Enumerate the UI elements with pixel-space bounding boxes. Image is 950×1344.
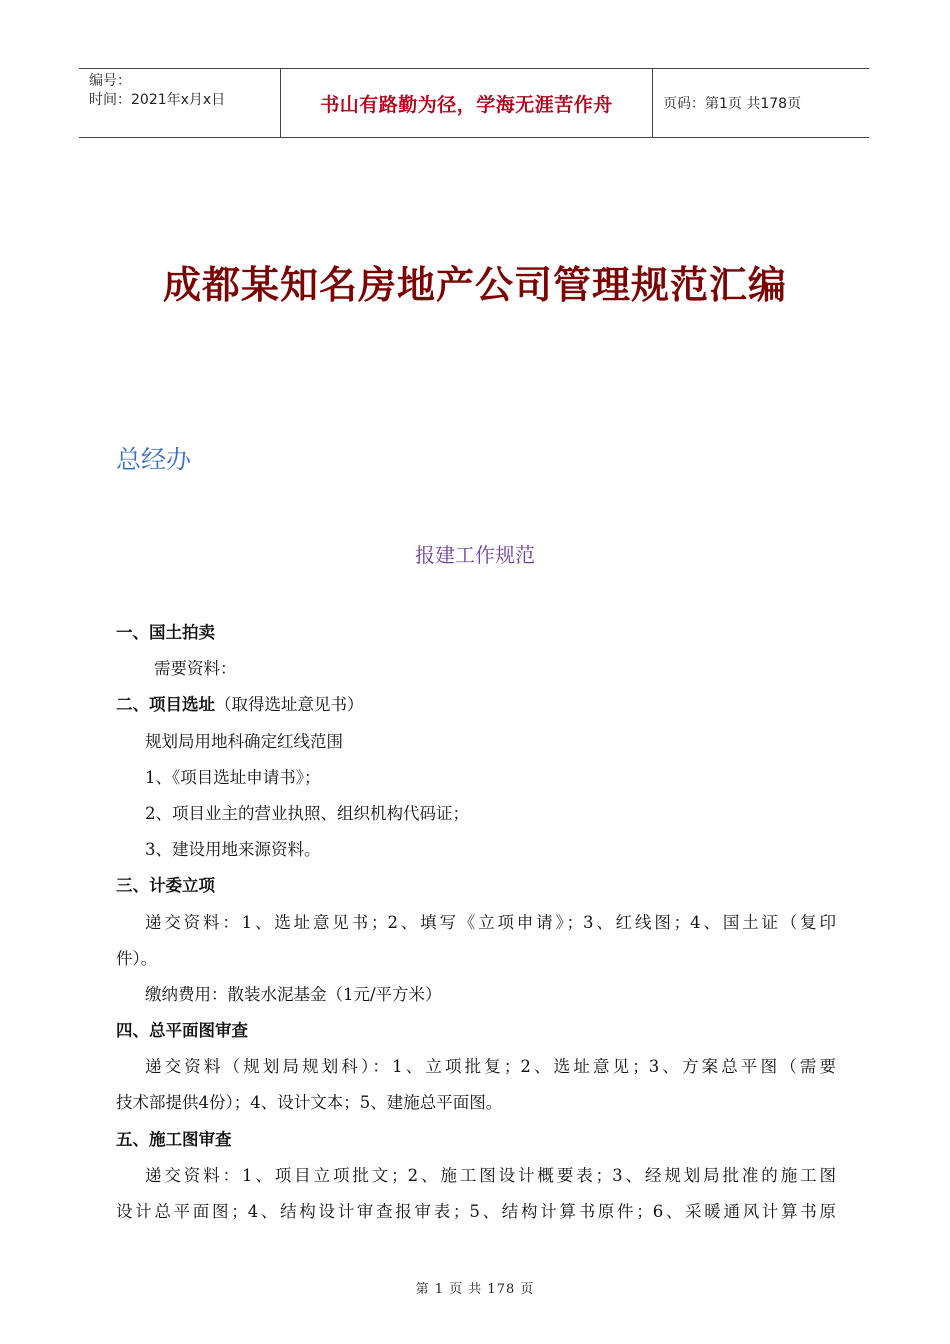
paragraph-line: 递交资料：1、选址意见书；2、填写《立项申请》；3、红线图；4、国土证（复印 [145,912,836,932]
section-heading-2-note: （取得选址意见书） [215,695,364,715]
paragraph-line: 2、项目业主的营业执照、组织机构代码证； [145,803,469,823]
document-number-label: 编号： [89,73,131,89]
document-subtitle: 报建工作规范 [415,543,535,567]
paragraph-line: 1、《项目选址申请书》； [145,767,321,787]
paragraph-line: 设计总平面图；4、结构设计审查报审表；5、结构计算书原件；6、采暖通风计算书原 [116,1202,836,1221]
document-time-label: 时间：2021年x月x日 [89,92,226,108]
department-heading: 总经办 [116,445,192,474]
section-heading-3: 三、计委立项 [116,876,215,896]
header-meta [79,69,281,137]
paragraph-line: 递交资料：1、项目立项批文；2、施工图设计概要表；3、经规划局批准的施工图 [145,1165,836,1185]
section-heading-2: 二、项目选址 [116,695,215,715]
page-footer: 第 1 页 共 178 页 [415,1282,535,1297]
section-heading-1: 一、国土拍卖 [116,623,215,642]
paragraph-line: 3、建设用地来源资料。 [145,840,321,860]
paragraph-line: 缴纳费用：散装水泥基金（1元/平方米） [145,984,442,1004]
header-page-info: 页码：第1页 共178页 [663,96,802,112]
paragraph-line: 递交资料（规划局规划科）：1、立项批复；2、选址意见；3、方案总平图（需要 [145,1057,836,1077]
section-heading-2-row [116,687,836,723]
paragraph-line: 技术部提供4份）；4、设计文本；5、建施总平面图。 [116,1093,503,1113]
section-heading-4: 四、总平面图审查 [116,1021,248,1041]
paragraph-line: 需要资料： [154,659,237,679]
document-body [116,615,836,1230]
header-motto: 书山有路勤为径，学海无涯苦作舟 [281,69,653,137]
section-heading-5: 五、施工图审查 [116,1129,232,1149]
paragraph-line: 件）。 [116,948,158,968]
page-header [79,68,869,138]
document-title: 成都某知名房地产公司管理规范汇编 [162,263,787,307]
paragraph-line: 规划局用地科确定红线范围 [145,731,343,751]
